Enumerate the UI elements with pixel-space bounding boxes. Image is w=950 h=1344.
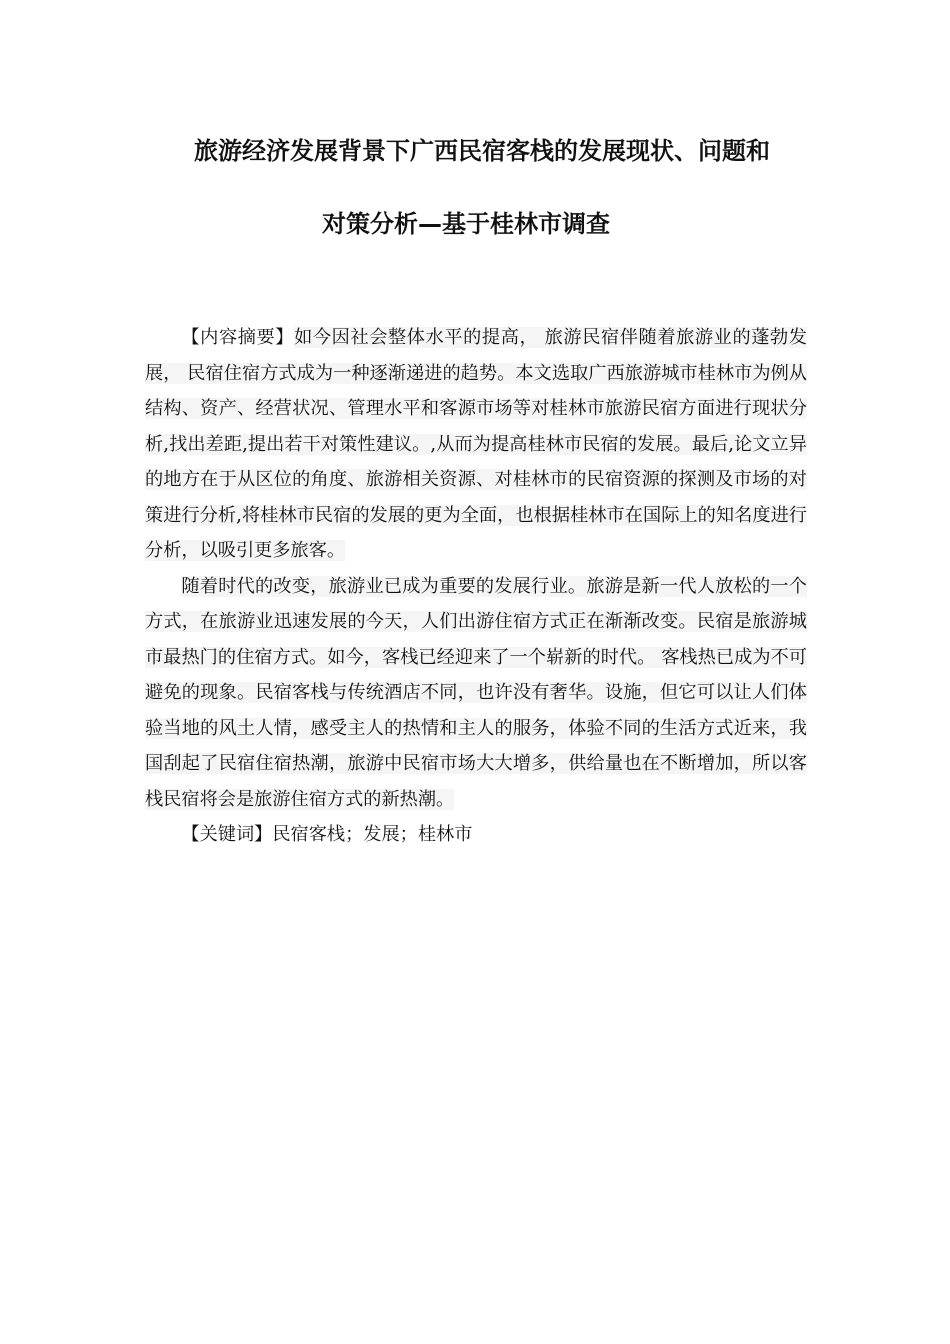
abstract-label: 【内容摘要】 bbox=[181, 327, 295, 348]
intro-text: 随着时代的改变，旅游业已成为重要的发展行业。旅游是新一代人放松的一个方式，在旅游业迅速发展的今天，人们出游住宿方式正在渐渐改变。民宿是旅游城市最热门的住宿方式。如今，客栈已经迎来了一个崭新的时代。 客栈热已成为不可避免的现象。民宿客栈与传统酒店不同，也许没有奢华。设施，但它可以让人们体验当地的风土人情，感受主人的热情和主人的服务，体验不同的生活方式近来，我国刮起了民宿住宿热潮，旅游中民宿市场大大增多，供给量也在不断增加，所以客栈民宿将会是旅游住宿方式的新热潮。 bbox=[145, 575, 807, 810]
abstract-paragraph bbox=[145, 320, 807, 569]
keywords-text: 民宿客栈；发展；桂林市 bbox=[272, 824, 473, 845]
paper-body bbox=[145, 320, 807, 853]
keywords-paragraph bbox=[145, 817, 807, 853]
abstract-text: 如今因社会整体水平的提高， 旅游民宿伴随着旅游业的蓬勃发展， 民宿住宿方式成为一种逐渐递进的趋势。本文选取广西旅游城市桂林市为例从结构、资产、经营状况、管理水平和客源市场等对桂林市旅游民宿方面进行现状分析,找出差距,提出若干对策性建议。,从而为提高桂林市民宿的发展。最后,论文立异的地方在于从区位的角度、旅游相关资源、对桂林市的民宿资源的探测及市场的对策进行分析,将桂林市民宿的发展的更为全面，也根据桂林市在国际上的知名度进行分析，以吸引更多旅客。 bbox=[145, 327, 807, 561]
intro-paragraph bbox=[145, 569, 807, 818]
keywords-label: 【关键词】 bbox=[181, 824, 273, 845]
paper-title-line-1: 旅游经济发展背景下广西民宿客栈的发展现状、问题和 bbox=[194, 137, 770, 165]
paper-title-line-2: 对策分析—基于桂林市调查 bbox=[322, 210, 610, 238]
